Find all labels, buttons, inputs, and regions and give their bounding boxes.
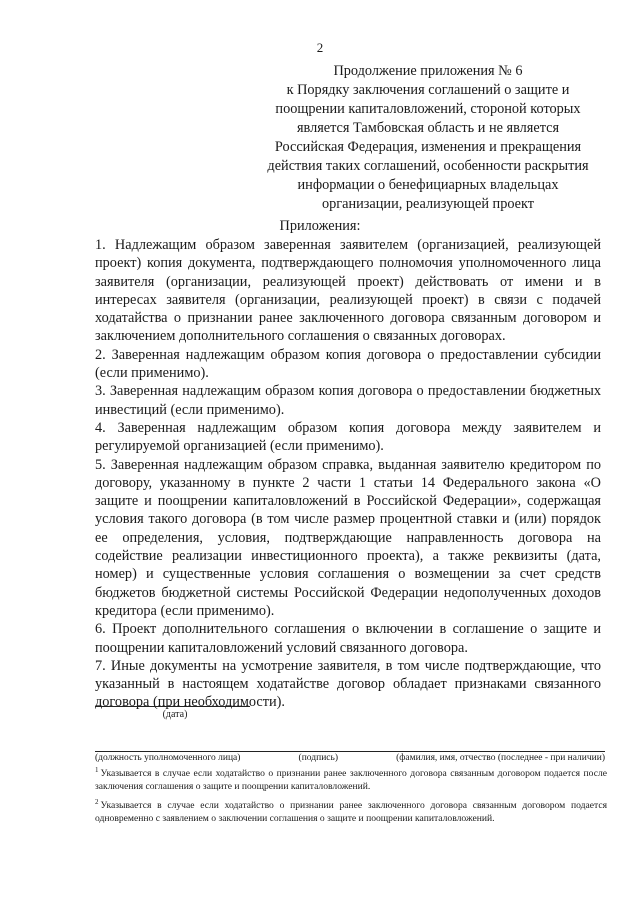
attachment-item: 1. Надлежащим образом заверенная заявителем (организацией, реализующей проект) копия документа, подтверждающего полномочия уполномоченного лица заявителя (организации, реализующей проект) действовать от имени и в интересах заявителя (организации, реализующей проект) в связи с подачей ходатайства о признании ранее заключенного договора связанным договором и заключением дополнительного соглашения о связанных договорах.: [95, 237, 601, 345]
attachments-title: Приложения:: [279, 218, 361, 234]
signature-row: [95, 751, 605, 764]
appendix-header-line: поощрении капиталовложений, стороной которых: [275, 101, 581, 117]
appendix-header-line: Российская Федерация, изменения и прекращения: [274, 139, 582, 155]
appendix-header-line: Продолжение приложения № 6: [333, 63, 523, 79]
date-line: [95, 706, 250, 707]
attachment-item: 4. Заверенная надлежащим образом копия договора между заявителем и регулируемой организацией (если применимо).: [95, 419, 601, 455]
footnote: [95, 764, 607, 794]
appendix-header: [258, 62, 598, 214]
attachments-list: [95, 236, 601, 712]
page-number: 2: [316, 40, 324, 55]
signature-captions: [95, 752, 605, 764]
appendix-header-line: к Порядку заключения соглашений о защите и: [286, 82, 570, 98]
attachment-item: 7. Иные документы на усмотрение заявителя, в том числе подтверждающие, что указанный в настоящем ходатайстве договор обладает признаками связанного договора (при необходимости).: [95, 657, 601, 711]
footnote-text: Указывается в случае если ходатайство о признании ранее заключенного договора связанным договором подается одновременно с заявлением о заключении соглашения о защите и поощрении капиталовложений.: [95, 799, 607, 824]
footnotes: [95, 764, 607, 828]
footnote-text: Указывается в случае если ходатайство о признании ранее заключенного договора связанным договором подается после заключения соглашения о защите и поощрении капиталовложений.: [95, 768, 607, 792]
footnote: [95, 796, 607, 826]
appendix-header-line: информации о бенефициарных владельцах: [297, 177, 559, 193]
name-caption: (фамилия, имя, отчество (последнее - при наличии): [396, 753, 605, 763]
appendix-header-line: является Тамбовская область и не является: [296, 120, 560, 136]
appendix-header-line: действия таких соглашений, особенности раскрытия: [267, 158, 589, 174]
position-caption: (должность уполномоченного лица): [95, 753, 241, 763]
date-caption: (дата): [162, 709, 188, 720]
attachment-item: 2. Заверенная надлежащим образом копия договора о предоставлении субсидии (если применимо).: [95, 346, 601, 382]
attachment-item: 5. Заверенная надлежащим образом справка, выданная заявителю кредитором по договору, указанному в пункте 2 части 1 статьи 14 Федерального закона «О защите и поощрении капиталовложений в Российской Федерации», содержащая условия такого договора (в том числе размер процентной ставки и (или) порядок ее определения, условия, подтверждающие направленность договора на содействие реализации инвестиционного проекта), а также реквизиты (дата, номер) и существенные условия соглашения о возмещении за счет средств бюджетов бюджетной системы Российской Федерации недополученных доходов кредитора (если применимо).: [95, 456, 601, 619]
attachment-item: 6. Проект дополнительного соглашения о включении в соглашение о защите и поощрении капиталовложений условий связанного договора.: [95, 621, 601, 656]
date-signature-block: [95, 706, 255, 720]
signature-caption: (подпись): [298, 753, 338, 763]
attachment-item: 3. Заверенная надлежащим образом копия договора о предоставлении бюджетных инвестиций (если применимо).: [95, 383, 601, 418]
footnote-mark: 2: [95, 797, 99, 806]
appendix-header-line: организации, реализующей проект: [321, 196, 535, 212]
footnote-mark: 1: [95, 766, 99, 774]
